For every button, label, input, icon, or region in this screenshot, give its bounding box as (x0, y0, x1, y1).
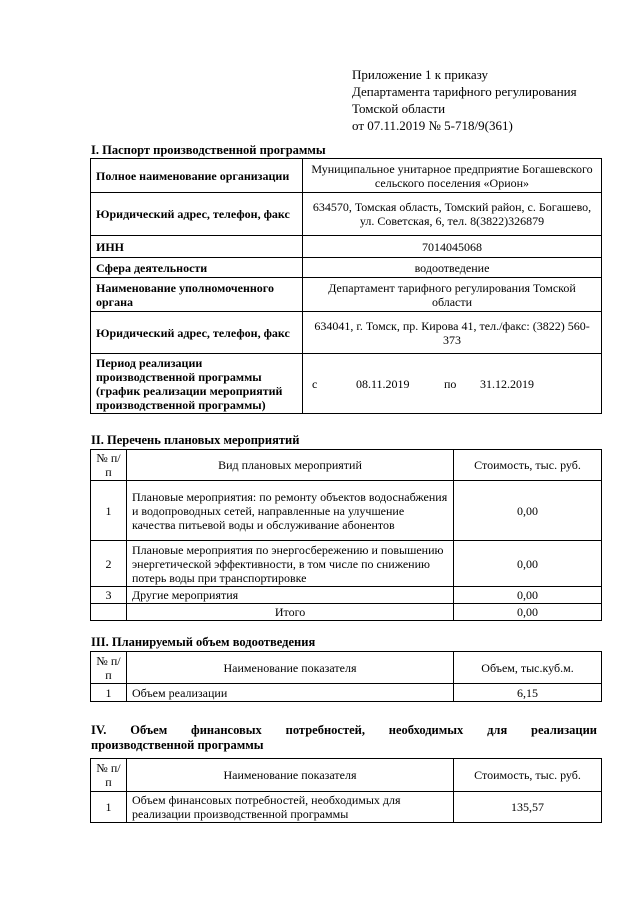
passport-table (90, 158, 602, 414)
title-word: финансовых (191, 723, 262, 737)
row-num: 2 (91, 541, 127, 587)
measures-table (90, 449, 602, 621)
row-label: ИНН (91, 236, 303, 258)
row-value: 634041, г. Томск, пр. Кирова 41, тел./факс: (3822) 560-373 (303, 312, 602, 354)
header-num: № п/п (91, 450, 127, 481)
table-row (91, 258, 602, 278)
table-row (91, 193, 602, 236)
row-name: Плановые мероприятия: по ремонту объектов водоснабжения и водопроводных сетей, направленные на улучшение качества питьевой воды и обслуживание абонентов (127, 481, 454, 541)
row-name: Объем реализации (127, 684, 454, 702)
section1-title: I. Паспорт производственной программы (91, 143, 326, 157)
title-word: IV. (91, 723, 107, 737)
header-line: Приложение 1 к приказу (352, 67, 489, 82)
table-row (91, 792, 602, 823)
row-label: Период реализации производственной программы (график реализации мероприятий производственной программы) (91, 354, 303, 414)
total-label: Итого (127, 604, 454, 621)
row-label: Юридический адрес, телефон, факс (91, 193, 303, 236)
header-cost: Стоимость, тыс. руб. (454, 759, 602, 792)
row-value: 7014045068 (303, 236, 602, 258)
table-total-row (91, 604, 602, 621)
header-name: Наименование показателя (127, 652, 454, 684)
row-cost: 0,00 (454, 587, 602, 604)
row-num: 1 (91, 481, 127, 541)
section3-title: III. Планируемый объем водоотведения (91, 635, 316, 649)
table-header-row (91, 759, 602, 792)
table-row (91, 236, 602, 258)
row-cost: 0,00 (454, 541, 602, 587)
header-name: Вид плановых мероприятий (127, 450, 454, 481)
row-name: Плановые мероприятия по энергосбережению и повышению энергетической эффективности, в том числе по снижению потерь воды при транспортировке (127, 541, 454, 587)
row-value: Департамент тарифного регулирования Томской области (303, 278, 602, 312)
row-value: Муниципальное унитарное предприятие Богашевского сельского поселения «Орион» (303, 159, 602, 193)
table-row (91, 481, 602, 541)
header-line: Томской области (352, 101, 446, 116)
row-name: Объем финансовых потребностей, необходимых для реализации производственной программы (127, 792, 454, 823)
row-label: Сфера деятельности (91, 258, 303, 278)
section2-title: II. Перечень плановых мероприятий (91, 433, 300, 447)
header-num: № п/п (91, 652, 127, 684)
row-name: Другие мероприятия (127, 587, 454, 604)
table-row (91, 312, 602, 354)
table-header-row (91, 652, 602, 684)
total-empty-cell (91, 604, 127, 621)
appendix-header (352, 66, 577, 134)
row-cost: 0,00 (454, 481, 602, 541)
period-from-date: 08.11.2019 (356, 376, 410, 391)
header-name: Наименование показателя (127, 759, 454, 792)
row-num: 1 (91, 684, 127, 702)
row-value: 634570, Томская область, Томский район, с. Богашево, ул. Советская, 6, тел. 8(3822)326879 (303, 193, 602, 236)
header-cost: Стоимость, тыс. руб. (454, 450, 602, 481)
title-line2: производственной программы (91, 738, 264, 752)
row-num: 1 (91, 792, 127, 823)
table-row (91, 684, 602, 702)
title-word: для (487, 723, 508, 737)
header-value: Объем, тыс.куб.м. (454, 652, 602, 684)
period-to-word: по (444, 376, 457, 391)
row-label: Полное наименование организации (91, 159, 303, 193)
table-row (91, 354, 602, 414)
header-line: от 07.11.2019 № 5-718/9(361) (352, 118, 513, 133)
table-row (91, 278, 602, 312)
row-label: Юридический адрес, телефон, факс (91, 312, 303, 354)
period-cell (303, 354, 602, 414)
row-cost: 135,57 (454, 792, 602, 823)
header-num: № п/п (91, 759, 127, 792)
total-value: 0,00 (454, 604, 602, 621)
table-header-row (91, 450, 602, 481)
header-line: Департамента тарифного регулирования (352, 84, 577, 99)
title-word: Объем (130, 723, 168, 737)
title-word: реализации (531, 723, 597, 737)
volume-table (90, 651, 602, 702)
title-word: потребностей, (285, 723, 365, 737)
period-from-word: с (312, 376, 318, 391)
row-num: 3 (91, 587, 127, 604)
row-label: Наименование уполномоченного органа (91, 278, 303, 312)
title-word: необходимых (388, 723, 464, 737)
table-row (91, 159, 602, 193)
section4-title (91, 723, 597, 753)
finance-table (90, 758, 602, 823)
row-value: водоотведение (303, 258, 602, 278)
row-value: 6,15 (454, 684, 602, 702)
period-to-date: 31.12.2019 (480, 376, 534, 391)
table-row (91, 587, 602, 604)
table-row (91, 541, 602, 587)
